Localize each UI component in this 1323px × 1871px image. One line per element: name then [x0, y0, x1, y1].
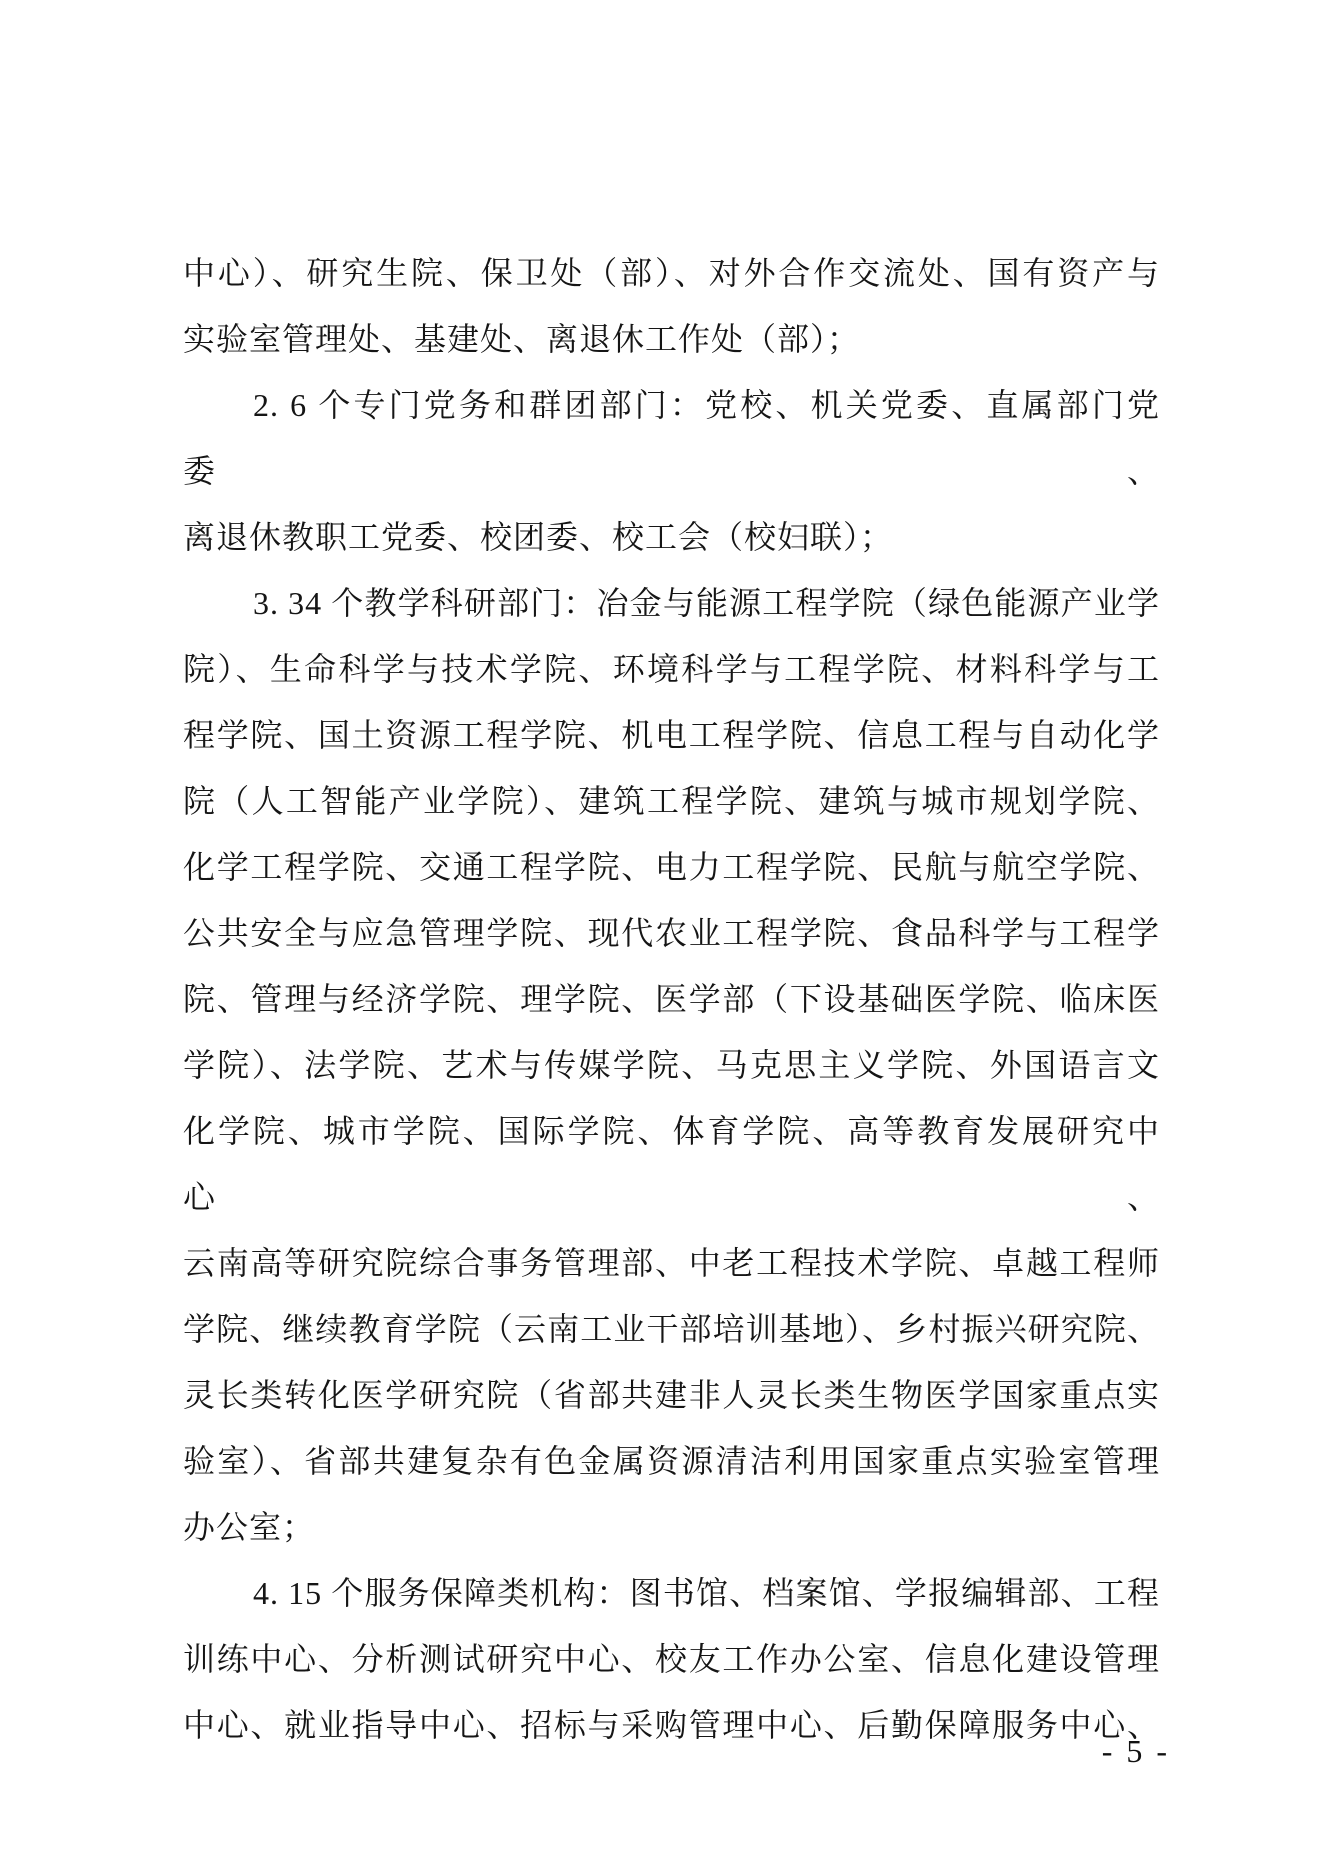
document-body — [183, 240, 1160, 1758]
paragraph — [183, 1560, 1160, 1758]
text-line: 2. 6 个专门党务和群团部门：党校、机关党委、直属部门党委、 — [183, 387, 1160, 489]
text-line: 化学工程学院、交通工程学院、电力工程学院、民航与航空学院、 — [183, 849, 1160, 885]
paragraph — [183, 570, 1160, 1560]
paragraph — [183, 240, 1160, 372]
text-line: 4. 15 个服务保障类机构：图书馆、档案馆、学报编辑部、工程 — [253, 1575, 1160, 1611]
text-line: 实验室管理处、基建处、离退休工作处（部）； — [183, 321, 861, 357]
text-line: 3. 34 个教学科研部门：冶金与能源工程学院（绿色能源产业学 — [253, 585, 1160, 621]
text-line: 云南高等研究院综合事务管理部、中老工程技术学院、卓越工程师 — [183, 1245, 1160, 1281]
text-line: 程学院、国土资源工程学院、机电工程学院、信息工程与自动化学 — [183, 717, 1160, 753]
text-line: 中心）、研究生院、保卫处（部）、对外合作交流处、国有资产与 — [183, 255, 1160, 291]
text-line: 办公室； — [183, 1509, 316, 1545]
text-line: 院）、生命科学与技术学院、环境科学与工程学院、材料科学与工 — [183, 651, 1160, 687]
text-line: 训练中心、分析测试研究中心、校友工作办公室、信息化建设管理 — [183, 1641, 1160, 1677]
text-line: 院、管理与经济学院、理学院、医学部（下设基础医学院、临床医 — [183, 981, 1160, 1017]
text-line: 院（人工智能产业学院）、建筑工程学院、建筑与城市规划学院、 — [183, 783, 1160, 819]
text-line: 化学院、城市学院、国际学院、体育学院、高等教育发展研究中心、 — [183, 1113, 1160, 1215]
text-line: 中心、就业指导中心、招标与采购管理中心、后勤保障服务中心、 — [183, 1707, 1160, 1743]
text-line: 公共安全与应急管理学院、现代农业工程学院、食品科学与工程学 — [183, 915, 1160, 951]
paragraph — [183, 372, 1160, 570]
text-line: 灵长类转化医学研究院（省部共建非人灵长类生物医学国家重点实 — [183, 1377, 1160, 1413]
page-number: - 5 - — [1101, 1733, 1170, 1769]
page-footer — [1102, 1733, 1170, 1770]
text-line: 学院）、法学院、艺术与传媒学院、马克思主义学院、外国语言文 — [183, 1047, 1160, 1083]
text-line: 学院、继续教育学院（云南工业干部培训基地）、乡村振兴研究院、 — [183, 1311, 1160, 1347]
text-line: 验室）、省部共建复杂有色金属资源清洁利用国家重点实验室管理 — [183, 1443, 1160, 1479]
text-line: 离退休教职工党委、校团委、校工会（校妇联）； — [183, 519, 894, 555]
